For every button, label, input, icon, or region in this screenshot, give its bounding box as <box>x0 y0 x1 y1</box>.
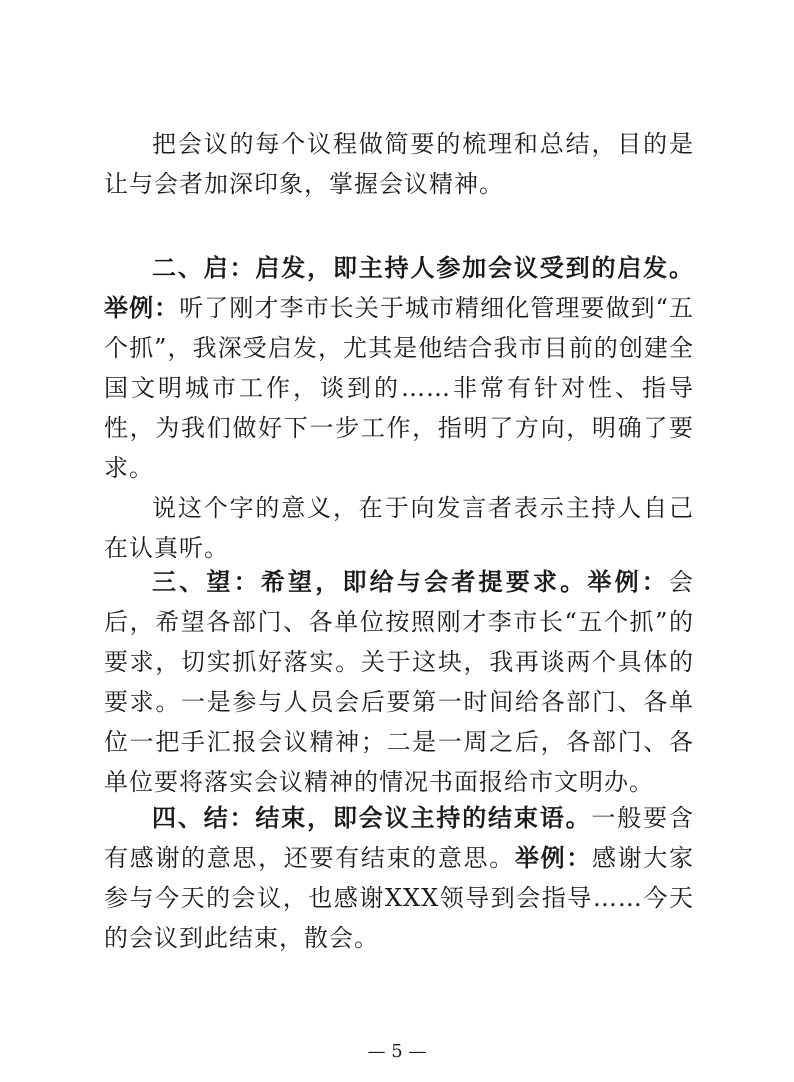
page-number: — 5 — <box>367 1041 427 1062</box>
paragraph-text: 听了刚才李市长关于城市精细化管理要做到“五个抓”，我深受启发，尤其是他结合我市目前的创建全国文明城市工作，谈到的……非常有针对性、指导性，为我们做好下一步工作，指明了方向，明确了要求。 <box>104 294 694 482</box>
example-label: 举例： <box>514 844 592 872</box>
paragraph-hope <box>104 562 694 802</box>
paragraph-conclusion <box>104 798 694 958</box>
section-heading-qi: 二、启：启发，即主持人参加会议受到的启发。举例： <box>104 254 694 322</box>
paragraph-text-example: 感谢大家参与今天的会议，也感谢XXX领导到会指导……今天的会议到此结束，散会。 <box>104 844 695 952</box>
paragraph-text: 一般要含有感谢的意思，还要有结束的意思。 <box>104 804 695 872</box>
paragraph-meaning <box>104 488 694 568</box>
paragraph-summary <box>104 124 694 204</box>
section-heading-wang: 三、望：希望，即给与会者提要求。举例： <box>152 568 669 596</box>
paragraph-text: 会后，希望各部门、各单位按照刚才李市长“五个抓”的要求，切实抓好落实。关于这块，我再谈两个具体的要求。一是参与人员会后要第一时间给各部门、各单位一把手汇报会议精神；二是一周之后，各部门、各单位要将落实会议精神的情况书面报给市文明办。 <box>104 568 694 796</box>
paragraph-text: 说这个字的意义，在于向发言者表示主持人自己在认真听。 <box>104 494 694 562</box>
section-heading-jie: 四、结：结束，即会议主持的结束语。 <box>152 804 592 832</box>
paragraph-inspiration <box>104 248 694 488</box>
paragraph-text: 把会议的每个议程做简要的梳理和总结，目的是让与会者加深印象，掌握会议精神。 <box>104 130 694 198</box>
